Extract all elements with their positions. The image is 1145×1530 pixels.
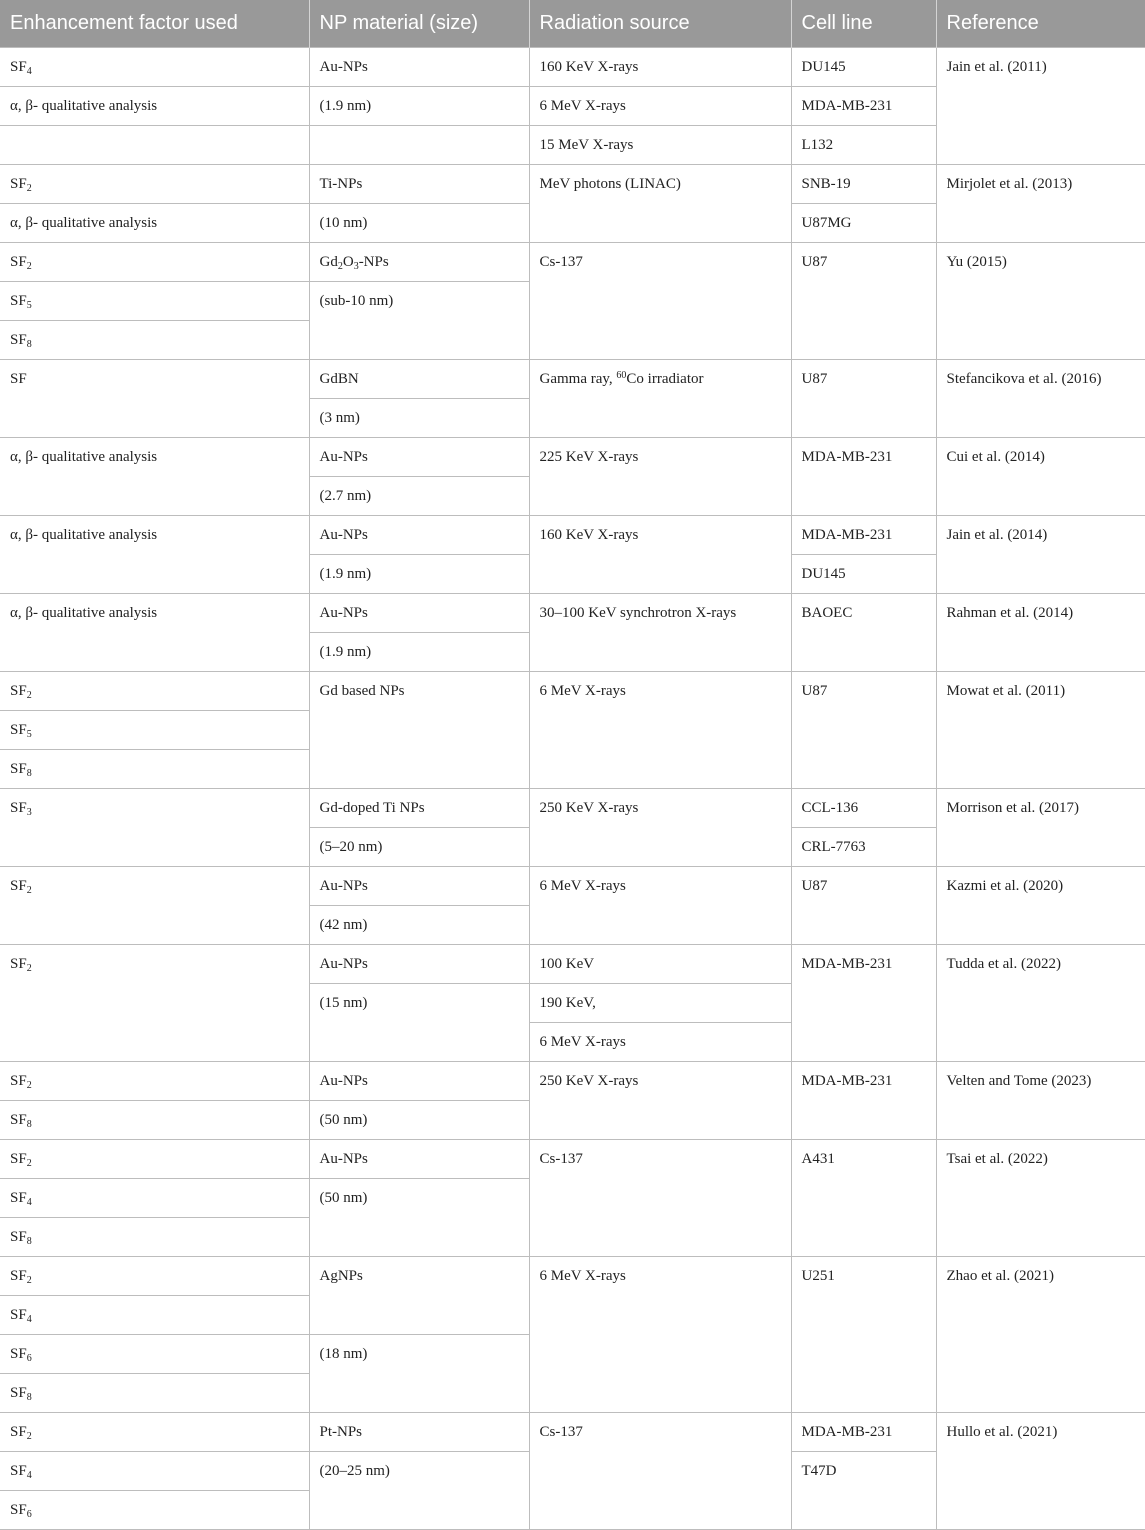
cell-cell-line: A431 [791,1139,936,1256]
table-body [0,47,1145,1529]
table-row [0,359,1145,398]
cell-radiation-source: 6 MeV X-rays [529,86,791,125]
cell-reference: Stefancikova et al. (2016) [936,359,1145,437]
cell-reference: Tudda et al. (2022) [936,944,1145,1061]
cell-enhancement-factor: $SF_2$ [0,1412,309,1451]
cell-cell-line: CRL-7763 [791,827,936,866]
cell-np-material: Au-NPs [309,593,529,632]
cell-enhancement-factor: $SF_2$ [0,1061,309,1100]
cell-np-material: AgNPs [309,1256,529,1334]
cell-np-material: (18 nm) [309,1334,529,1412]
cell-enhancement-factor: α, β- qualitative analysis [0,86,309,125]
cell-enhancement-factor: α, β- qualitative analysis [0,515,309,593]
cell-enhancement-factor: $SF_4$ [0,1451,309,1490]
cell-enhancement-factor: α, β- qualitative analysis [0,593,309,671]
cell-np-material: Au-NPs [309,47,529,86]
cell-radiation-source: 6 MeV X-rays [529,1256,791,1412]
cell-np-material: (1.9 nm) [309,632,529,671]
cell-cell-line: U87 [791,866,936,944]
cell-cell-line: MDA-MB-231 [791,944,936,1061]
header-row [0,0,1145,47]
cell-np-material: (50 nm) [309,1100,529,1139]
cell-enhancement-factor: $SF_2$ [0,164,309,203]
table-row [0,1256,1145,1295]
table-row [0,1061,1145,1100]
cell-np-material: Au-NPs [309,1139,529,1178]
cell-np-material: (42 nm) [309,905,529,944]
cell-radiation-source: MeV photons (LINAC) [529,164,791,242]
cell-reference: Mowat et al. (2011) [936,671,1145,788]
cell-np-material: (5–20 nm) [309,827,529,866]
cell-enhancement-factor: $SF_8$ [0,1100,309,1139]
header-cell-line: Cell line [791,0,936,47]
cell-radiation-source: 6 MeV X-rays [529,1022,791,1061]
cell-radiation-source: 160 KeV X-rays [529,515,791,593]
cell-cell-line: U87 [791,242,936,359]
cell-np-material: Au-NPs [309,437,529,476]
table-row [0,437,1145,476]
cell-reference: Morrison et al. (2017) [936,788,1145,866]
cell-enhancement-factor: $SF_5$ [0,710,309,749]
cell-radiation-source: Gamma ray, $^{60}$Co irradiator [529,359,791,437]
cell-radiation-source: 225 KeV X-rays [529,437,791,515]
cell-reference: Zhao et al. (2021) [936,1256,1145,1412]
cell-np-material: $Gd_2O_3$-NPs [309,242,529,281]
cell-cell-line: U251 [791,1256,936,1412]
cell-radiation-source: Cs-137 [529,242,791,359]
cell-np-material: (15 nm) [309,983,529,1061]
header-reference: Reference [936,0,1145,47]
header-radiation-source: Radiation source [529,0,791,47]
header-np-material: NP material (size) [309,0,529,47]
cell-np-material: (50 nm) [309,1178,529,1256]
cell-cell-line: CCL-136 [791,788,936,827]
cell-enhancement-factor: $SF_8$ [0,749,309,788]
table-row [0,164,1145,203]
cell-enhancement-factor: $SF_8$ [0,1217,309,1256]
cell-reference: Hullo et al. (2021) [936,1412,1145,1529]
cell-radiation-source: 160 KeV X-rays [529,47,791,86]
cell-np-material: Au-NPs [309,515,529,554]
cell-cell-line: DU145 [791,47,936,86]
cell-reference: Kazmi et al. (2020) [936,866,1145,944]
cell-np-material: Au-NPs [309,1061,529,1100]
cell-enhancement-factor: $SF_2$ [0,944,309,1061]
cell-cell-line: U87MG [791,203,936,242]
cell-cell-line: MDA-MB-231 [791,1412,936,1451]
cell-reference: Tsai et al. (2022) [936,1139,1145,1256]
table-row [0,515,1145,554]
cell-np-material: (1.9 nm) [309,554,529,593]
cell-np-material: Au-NPs [309,866,529,905]
cell-enhancement-factor: $SF_4$ [0,47,309,86]
cell-radiation-source: 6 MeV X-rays [529,866,791,944]
cell-radiation-source: Cs-137 [529,1412,791,1529]
cell-enhancement-factor [0,125,309,164]
cell-enhancement-factor: α, β- qualitative analysis [0,437,309,515]
cell-cell-line: U87 [791,671,936,788]
cell-enhancement-factor: $SF_8$ [0,320,309,359]
cell-enhancement-factor: $SF_2$ [0,671,309,710]
cell-cell-line: MDA-MB-231 [791,86,936,125]
cell-enhancement-factor: $SF_5$ [0,281,309,320]
table-row [0,1139,1145,1178]
cell-cell-line: SNB-19 [791,164,936,203]
cell-np-material: (1.9 nm) [309,86,529,125]
cell-radiation-source: Cs-137 [529,1139,791,1256]
cell-np-material: Gd-doped Ti NPs [309,788,529,827]
cell-cell-line: BAOEC [791,593,936,671]
cell-np-material: Au-NPs [309,944,529,983]
table-row [0,1412,1145,1451]
cell-enhancement-factor: $SF_8$ [0,1373,309,1412]
cell-radiation-source: 30–100 KeV synchrotron X-rays [529,593,791,671]
cell-cell-line: L132 [791,125,936,164]
cell-cell-line: DU145 [791,554,936,593]
cell-np-material: Pt-NPs [309,1412,529,1451]
cell-enhancement-factor: $SF_6$ [0,1490,309,1529]
table-row [0,242,1145,281]
cell-radiation-source: 250 KeV X-rays [529,1061,791,1139]
cell-np-material: Ti-NPs [309,164,529,203]
cell-enhancement-factor: $SF_2$ [0,866,309,944]
cell-cell-line: MDA-MB-231 [791,1061,936,1139]
cell-enhancement-factor: $SF_3$ [0,788,309,866]
cell-np-material: (3 nm) [309,398,529,437]
cell-cell-line: MDA-MB-231 [791,515,936,554]
cell-reference: Velten and Tome (2023) [936,1061,1145,1139]
table-row [0,788,1145,827]
cell-np-material: Gd based NPs [309,671,529,788]
cell-reference: Jain et al. (2014) [936,515,1145,593]
table-row [0,944,1145,983]
cell-np-material: (2.7 nm) [309,476,529,515]
cell-np-material: (sub-10 nm) [309,281,529,359]
cell-radiation-source: 6 MeV X-rays [529,671,791,788]
cell-reference: Mirjolet et al. (2013) [936,164,1145,242]
cell-np-material [309,125,529,164]
cell-reference: Rahman et al. (2014) [936,593,1145,671]
cell-cell-line: T47D [791,1451,936,1529]
cell-cell-line: U87 [791,359,936,437]
table-row [0,671,1145,710]
table-row [0,866,1145,905]
cell-radiation-source: 190 KeV, [529,983,791,1022]
table-row [0,593,1145,632]
cell-enhancement-factor: $SF_2$ [0,1256,309,1295]
cell-enhancement-factor: SF [0,359,309,437]
cell-np-material: GdBN [309,359,529,398]
cell-np-material: (20–25 nm) [309,1451,529,1529]
cell-enhancement-factor: α, β- qualitative analysis [0,203,309,242]
cell-reference: Cui et al. (2014) [936,437,1145,515]
header-enhancement-factor: Enhancement factor used [0,0,309,47]
cell-enhancement-factor: $SF_6$ [0,1334,309,1373]
cell-enhancement-factor: $SF_2$ [0,242,309,281]
cell-cell-line: MDA-MB-231 [791,437,936,515]
cell-radiation-source: 15 MeV X-rays [529,125,791,164]
cell-radiation-source: 250 KeV X-rays [529,788,791,866]
table-row [0,47,1145,86]
cell-reference: Yu (2015) [936,242,1145,359]
cell-enhancement-factor: $SF_4$ [0,1295,309,1334]
cell-reference: Jain et al. (2011) [936,47,1145,164]
cell-enhancement-factor: $SF_4$ [0,1178,309,1217]
cell-radiation-source: 100 KeV [529,944,791,983]
cell-enhancement-factor: $SF_2$ [0,1139,309,1178]
cell-np-material: (10 nm) [309,203,529,242]
